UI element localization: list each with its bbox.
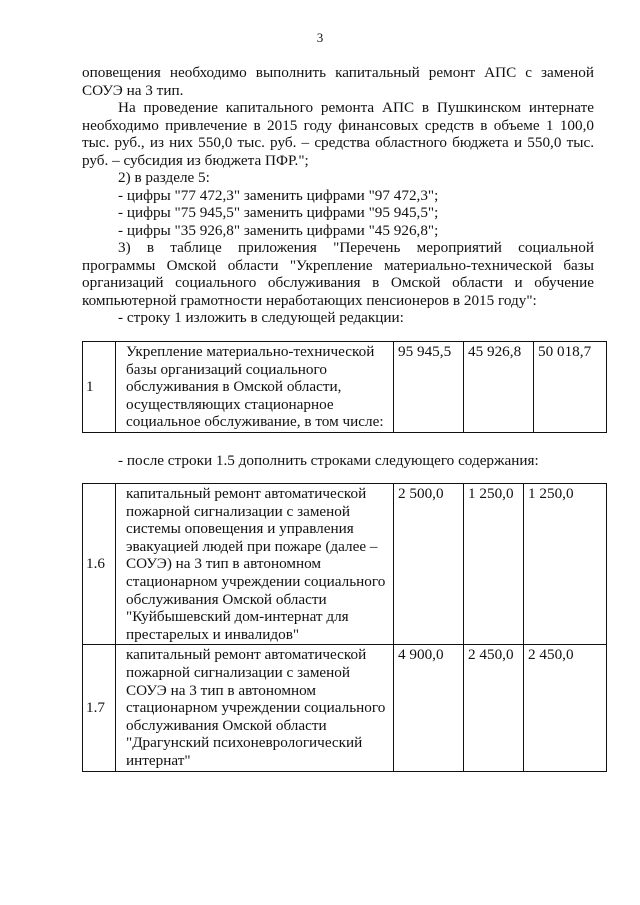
row-description: капитальный ремонт автоматической пожарной сигнализации с заменой СОУЭ на 3 тип в автономном стационарном учреждении социального обслуживания Омской области "Драгунский психоневрологический интернат"	[116, 645, 394, 771]
paragraph-after-row-1-5: - после строки 1.5 дополнить строками следующего содержания:	[118, 452, 539, 469]
paragraph-replace-3: - цифры "35 926,8" заменить цифрами "45 926,8";	[118, 221, 439, 239]
row-number: 1	[83, 342, 116, 433]
paragraph-replace-2: - цифры "75 945,5" заменить цифрами "95 945,5";	[118, 204, 439, 221]
row-value-3: 1 250,0	[524, 484, 607, 645]
row-total: 2 500,0	[394, 484, 464, 645]
table-row-1-replacement	[82, 341, 607, 433]
table-row	[83, 342, 607, 433]
body-text-top	[82, 64, 594, 327]
row-value-2: 2 450,0	[464, 645, 524, 771]
page-number: 3	[316, 30, 324, 45]
table-new-rows	[82, 483, 607, 772]
row-description: капитальный ремонт автоматической пожарной сигнализации с заменой системы оповещения и управления эвакуацией людей при пожаре (далее – СОУЭ) на 3 тип в автономном стационарном учреждении социального обслуживания Омской области "Куйбышевский дом-интернат для престарелых и инвалидов"	[116, 484, 394, 645]
paragraph-row-1-edit: - строку 1 изложить в следующей редакции:	[118, 309, 404, 326]
table-row	[83, 484, 607, 645]
row-number: 1.6	[83, 484, 116, 645]
row-total: 4 900,0	[394, 645, 464, 771]
row-number: 1.7	[83, 645, 116, 771]
table-row	[83, 645, 607, 771]
paragraph-1-line-1: оповещения необходимо выполнить капитальный ремонт АПС с заменой	[82, 64, 594, 81]
paragraph-section-5: 2) в разделе 5:	[118, 169, 210, 186]
paragraph-funding: На проведение капитального ремонта АПС в Пушкинском интернате необходимо привлечение в 2015 году финансовых средств в объеме 1 100,0 тыс. руб., из них 550,0 тыс. руб. – средства областного бюджета и 550,0 тыс. руб. – субсидия из бюджета ПФР.";	[82, 99, 594, 169]
paragraph-replace-1: - цифры "77 472,3" заменить цифрами "97 472,3";	[118, 186, 439, 204]
paragraph-1-line-2: СОУЭ на 3 тип.	[82, 81, 184, 99]
paragraph-appendix-table: 3) в таблице приложения "Перечень мероприятий социальной программы Омской области "Укрепление материально-технической базы организаций социального обслуживания в Омской области и обучение компьютерной грамотности неработающих пенсионеров в 2015 году":	[82, 239, 594, 309]
row-value-2: 45 926,8	[464, 342, 534, 433]
row-value-3: 2 450,0	[524, 645, 607, 771]
body-text-middle	[82, 452, 594, 470]
row-value-3: 50 018,7	[534, 342, 607, 433]
row-total: 95 945,5	[394, 342, 464, 433]
row-description: Укрепление материально-технической базы организаций социального обслуживания в Омской области, осуществляющих стационарное социальное обслуживание, в том числе:	[116, 342, 394, 433]
row-value-2: 1 250,0	[464, 484, 524, 645]
